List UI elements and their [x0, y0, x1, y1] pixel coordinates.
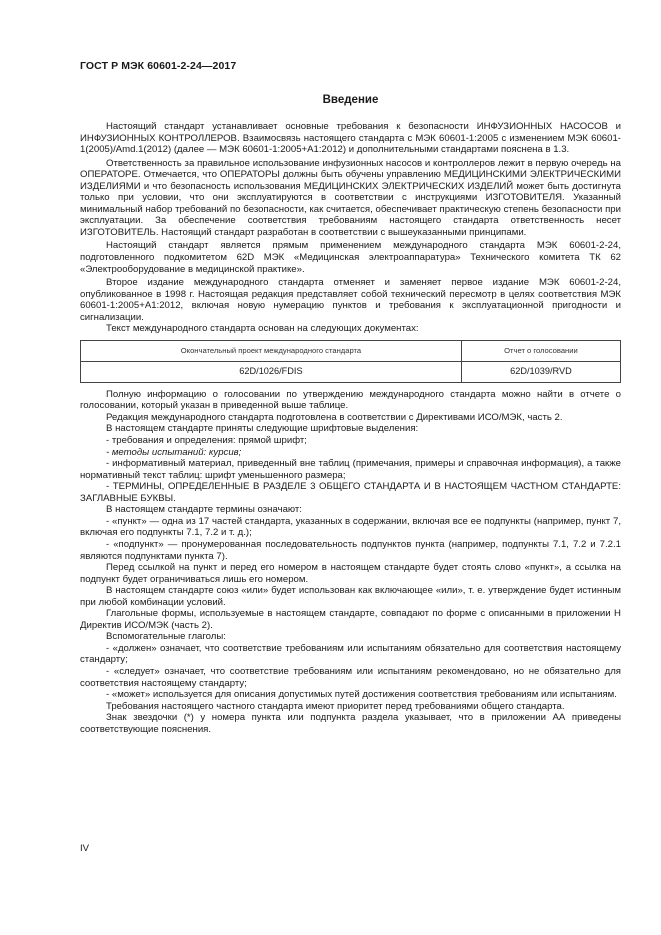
list-item: - «может» используется для описания допустимых путей достижения соответствия требованиям или испытаниям.	[106, 689, 617, 701]
list-item: - «подпункт» — пронумерованная последовательность подпунктов пункта (например, подпункты 7.1, 7.2 и 7.2.1 являются подпунктами пункта 7).	[80, 538, 621, 562]
table-header-row	[81, 340, 621, 361]
voting-documents-table	[80, 340, 621, 383]
paragraph: Текст международного стандарта основан на следующих документах:	[106, 323, 419, 335]
paragraph: Знак звездочки (*) у номера пункта или подпункта раздела указывает, что в приложении АА приведены соответствующие пояснения.	[80, 712, 621, 735]
paragraph: Настоящий стандарт устанавливает основные требования к безопасности ИНФУЗИОННЫХ НАСОСОВ и ИНФУЗИОННЫХ КОНТРОЛЛЕРОВ. Взаимосвязь настоящего стандарта с МЭК 60601-1:2005 с изменением МЭК 60601-1(2005)/Amd.1(2012) (далее — МЭК 60601-1:2005+A1:2012) и дополнительными стандартами пояснена в 1.3.	[80, 121, 621, 156]
paragraph: Настоящий стандарт является прямым применением международного стандарта МЭК 60601-2-24, подготовленного подкомитетом 62D МЭК «Медицинская электроаппаратура» Технического комитета ТК 62 «Электрооборудование в медицинской практике».	[80, 240, 621, 275]
document-body	[80, 121, 621, 735]
paragraph: Глагольные формы, используемые в настоящем стандарте, совпадают по форме с описанными в приложении Н Директив ИСО/МЭК (часть 2).	[80, 608, 621, 631]
list-item: - информативный материал, приведенный вне таблиц (примечания, примеры и справочная информация), а также нормативный текст таблиц: шрифт уменьшенного размера;	[80, 458, 621, 481]
table-row	[81, 361, 621, 382]
paragraph: В настоящем стандарте термины означают:	[106, 504, 302, 516]
paragraph: Перед ссылкой на пункт и перед его номером в настоящем стандарте будет стоять слово «пункт», а ссылка на подпункт будет ограничиваться лишь его номером.	[80, 562, 621, 585]
list-item: - «следует» означает, что соответствие требованиям или испытаниям рекомендовано, но не обязательно для соответствия настоящему стандарту;	[80, 665, 621, 689]
table-header-cell: Отчет о голосовании	[461, 340, 620, 361]
paragraph: В настоящем стандарте союз «или» будет использован как включающее «или», т. е. утверждение будет истинным при любой комбинации условий.	[80, 585, 621, 608]
document-header: ГОСТ Р МЭК 60601-2-24—2017	[80, 60, 237, 72]
list-item: - «пункт» — одна из 17 частей стандарта, указанных в содержании, включая все ее подпункты (например, пункт 7, включая его подпункты 7.1, 7.2 и т. д.);	[80, 515, 621, 539]
section-title: Введение	[322, 94, 379, 106]
table-cell: 62D/1039/RVD	[461, 361, 620, 382]
paragraph: Ответственность за правильное использование инфузионных насосов и контроллеров лежит в первую очередь на ОПЕРАТОРЕ. Отмечается, что ОПЕРАТОРЫ должны быть обучены управлению МЕДИЦИНСКИМИ ЭЛЕКТРИЧЕСКИМИ ИЗДЕЛИЯМИ и что безопасность использования МЕДИЦИНСКИХ ЭЛЕКТРИЧЕСКИХ ИЗДЕЛИЙ может быть достигнута только при условии, что они эксплуатируются в соответствии с инструкциями ИЗГОТОВИТЕЛЯ. Указанный минимальный набор требований по безопасности, как считается, обеспечивает практическую степень безопасности при эксплуатации. За обеспечение соответствия требованиям настоящего стандарта ответственность несет ИЗГОТОВИТЕЛЬ. Настоящий стандарт разработан в соответствии с вышеуказанными принципами.	[80, 157, 621, 238]
paragraph: Вспомогательные глаголы:	[106, 631, 226, 643]
paragraph: Редакция международного стандарта подготовлена в соответствии с Директивами ИСО/МЭК, часть 2.	[106, 411, 563, 423]
paragraph: В настоящем стандарте приняты следующие шрифтовые выделения:	[106, 423, 419, 435]
list-item: - «должен» означает, что соответствие требованиям или испытаниям обязательно для соответствия настоящему стандарту;	[80, 642, 621, 666]
paragraph: Требования настоящего частного стандарта имеют приоритет перед требованиями общего стандарта.	[106, 700, 565, 712]
page-number: IV	[80, 843, 90, 854]
list-item: - ТЕРМИНЫ, ОПРЕДЕЛЕННЫЕ В РАЗДЕЛЕ 3 ОБЩЕГО СТАНДАРТА И В НАСТОЯЩЕМ ЧАСТНОМ СТАНДАРТЕ: ЗАГЛАВНЫЕ БУКВЫ.	[80, 481, 621, 504]
table-header-cell: Окончательный проект международного стандарта	[81, 340, 462, 361]
paragraph: Полную информацию о голосовании по утверждению международного стандарта можно найти в отчете о голосовании, который указан в приведенной выше таблице.	[80, 388, 621, 412]
list-item: - требования и определения: прямой шрифт;	[106, 435, 307, 447]
paragraph: Второе издание международного стандарта отменяет и заменяет первое издание МЭК 60601-2-24, опубликованное в 1998 г. Настоящая редакция представляет собой технический пересмотр в целях соответствия МЭК 60601-1:2005+A1:2012, включая новую нумерацию пунктов и требования к эксплуатационной пригодности и сигнализации.	[80, 277, 621, 323]
list-item: - методы испытаний: курсив;	[106, 446, 242, 458]
table-cell: 62D/1026/FDIS	[81, 361, 462, 382]
